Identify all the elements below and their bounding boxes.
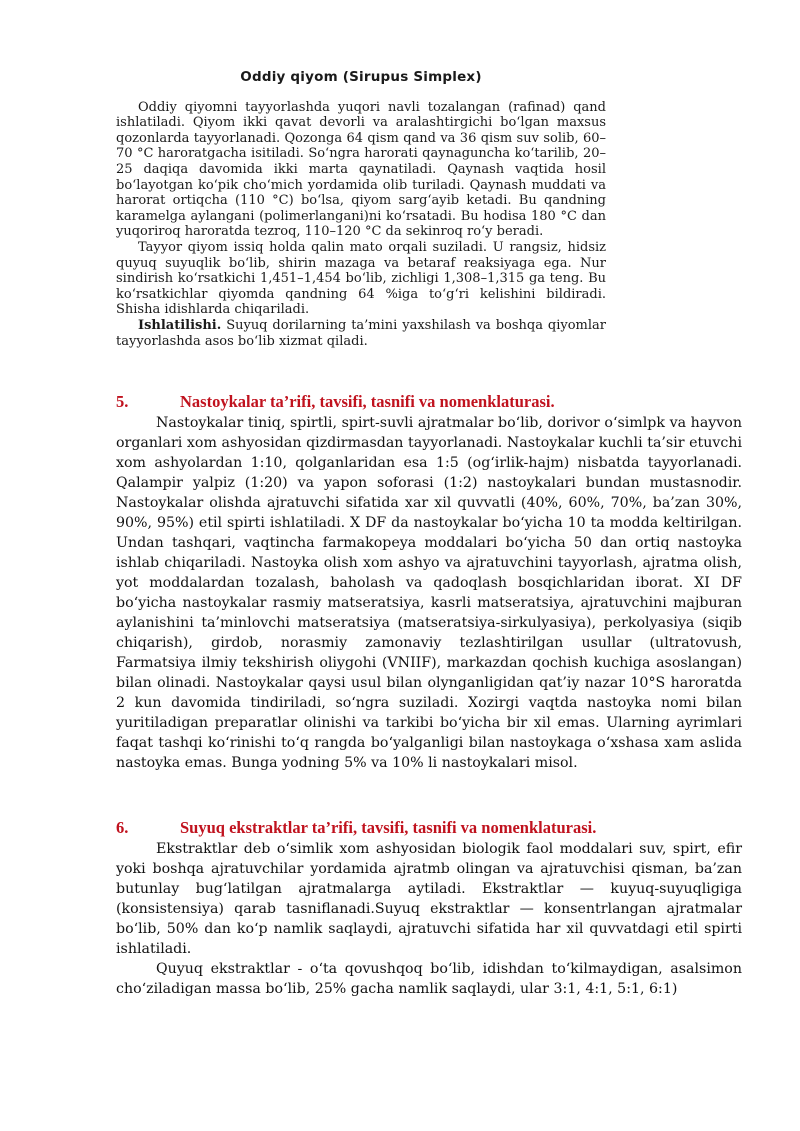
section-6-paragraph-1: Ekstraktlar deb o‘simlik xom ashyosidan biologik faol moddalari suv, spirt, efir yoki boshqa ajratuvchilar yordamida ajratmb olingan va ajratuvchisi qisman, ba’zan butunlay bug‘latilgan ajratmalarga aytiladi. Ekstraktlar — kuyuq-suyuqligiga (konsistensiya) qarab tasniflanadi.Suyuq ekstraktlar — konsentrlangan ajratmalar bo‘lib, 50% dan ko‘p namlik saqlaydi, ajratuvchi sifatida har xil quvvatdagi etil spirti ishlatiladi.	[116, 841, 742, 957]
section-6-heading	[116, 818, 742, 838]
scanned-excerpt	[116, 70, 606, 349]
section-5-title: Nastoykalar ta’rifi, tavsifi, tasnifi va nomenklaturasi.	[180, 392, 555, 411]
section-5-paragraph: Nastoykalar tiniq, spirtli, spirt-suvli ajratmalar bo‘lib, dorivor o‘simlpk va hayvon organlari xom ashyosidan qizdirmasdan tayyorlanadi. Nastoykalar kuchli ta’sir etuvchi xom ashyolardan 1:10, qolganlaridan esa 1:5 (og‘irlik-hajm) nisbatda tayyorlanadi. Qalampir yalpiz (1:20) va yapon soforasi (1:2) nastoykalari bundan mustasnodir. Nastoykalar olishda ajratuvchi sifatida xar xil quvvatli (40%, 60%, 70%, ba’zan 30%, 90%, 95%) etil spirti ishlatiladi. X DF da nastoykalar bo‘yicha 10 ta modda keltirilgan. Undan tashqari, vaqtincha farmakopeya moddalari bo‘yicha 50 dan ortiq nastoyka ishlab chiqariladi. Nastoyka olish xom ashyo va ajratuvchini tayyorlash, ajratma olish, yot moddalardan tozalash, baholash va qadoqlash bosqichlaridan iborat. XI DF bo‘yicha nastoykalar rasmiy matseratsiya, kasrli matseratsiya, ajratuvchini majburan aylanishini ta’minlovchi matseratsiya (matseratsiya-sirkulyasiya), perkolyasiya (siqib chiqarish), girdob, norasmiy zamonaviy tezlashtirilgan usullar (ultratovush, Farmatsiya ilmiy tekshirish oliygohi (VNIIF), markazdan qochish kuchiga asoslangan) bilan olinadi. Nastoykalar qaysi usul bilan olynganligidan qat’iy nazar 10°S haroratda 2 kun davomida tindiriladi, so‘ngra suziladi. Xozirgi vaqtda nastoyka nomi bilan yuritiladigan preparatlar olinishi va tarkibi bo‘yicha bir xil emas. Ularning ayrimlari faqat tashqi ko‘rinishi to‘q rangda bo‘yalganligi bilan nastoykaga o‘xshasa xam aslida nastoyka emas. Bunga yodning 5% va 10% li nastoykalari misol.	[116, 415, 742, 771]
scan-paragraph-3-label: Ishlatilishi.	[138, 317, 222, 333]
scan-title: Oddiy qiyom (Sirupus Simplex)	[240, 69, 482, 85]
section-5-number: 5.	[116, 392, 129, 411]
scan-paragraph-3-text: Suyuq dorilarning ta’mini yaxshilash va boshqa qiyomlar tayyorlashda asos bo‘lib xizmat qiladi.	[116, 317, 606, 349]
section-6-number: 6.	[116, 818, 129, 837]
section-5	[116, 392, 742, 773]
section-6-paragraph-2: Quyuq ekstraktlar - o‘ta qovushqoq bo‘lib, idishdan to‘kilmaydigan, asalsimon cho‘ziladigan massa bo‘lib, 25% gacha namlik saqlaydi, ular 3:1, 4:1, 5:1, 6:1)	[116, 961, 742, 997]
scan-paragraph-3	[116, 318, 606, 349]
section-6	[116, 818, 742, 999]
section-5-heading	[116, 392, 742, 412]
scan-paragraph-2: Tayyor qiyom issiq holda qalin mato orqali suziladi. U rangsiz, hidsiz quyuq suyuqlik bo‘lib, shirin mazaga va betaraf reaksiyaga ega. Nur sindirish ko‘rsatkichi 1,451–1,454 bo‘lib, zichligi 1,308–1,315 ga teng. Bu ko‘rsatkichlar qiyomda qandning 64 %iga to‘g‘ri kelishini bildiradi. Shisha idishlarda chiqariladi.	[116, 239, 606, 318]
scan-paragraph-1: Oddiy qiyomni tayyorlashda yuqori navli tozalangan (rafinad) qand ishlatiladi. Qiyom ikki qavat devorli va aralashtirgichi bo‘lgan maxsus qozonlarda tayyorlanadi. Qozonga 64 qism qand va 36 qism suv solib, 60–70 °C haroratgacha isitiladi. So‘ngra harorati qaynaguncha ko‘tarilib, 20–25 daqiqa davomida ikki marta qaynatiladi. Qaynash vaqtida hosil bo‘layotgan ko‘pik cho‘mich yordamida olib turiladi. Qaynash muddati va harorat ortiqcha (110 °C) bo‘lsa, qiyom sarg‘ayib ketadi. Bu qandning karamelga aylangani (polimerlangani)ni ko‘rsatadi. Bu hodisa 180 °C dan yuqoriroq haroratda tezroq, 110–120 °C da sekinroq ro‘y beradi.	[116, 99, 606, 240]
section-6-title: Suyuq ekstraktlar ta’rifi, tavsifi, tasnifi va nomenklaturasi.	[180, 818, 597, 837]
